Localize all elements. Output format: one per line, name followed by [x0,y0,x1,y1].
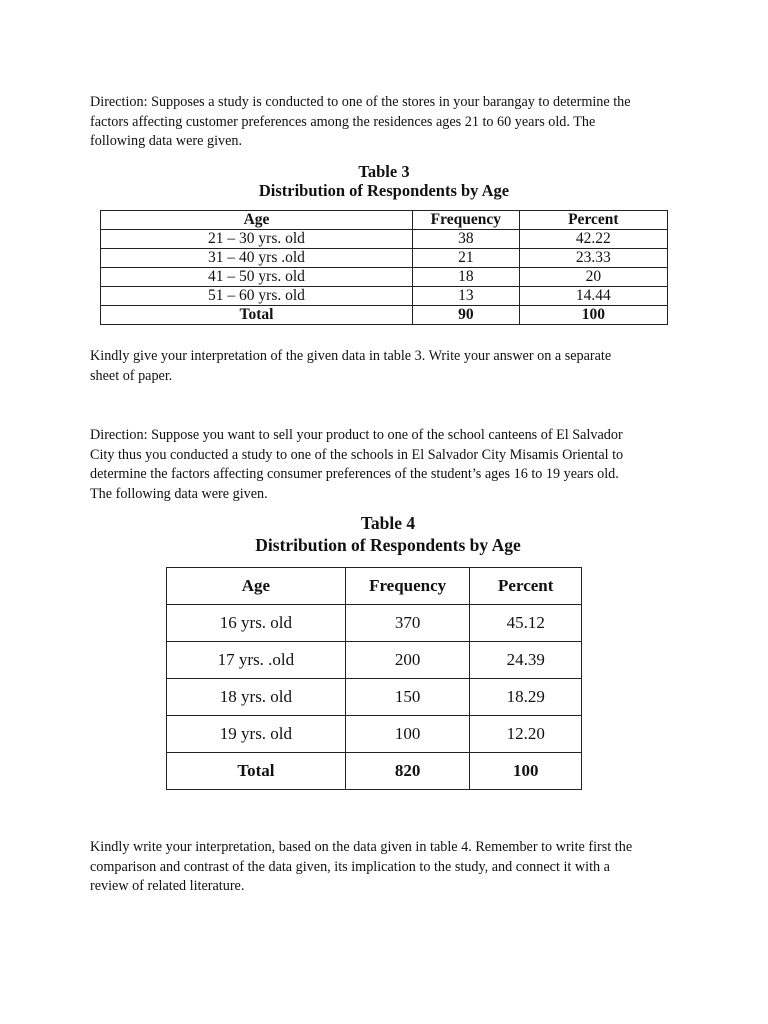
table-3 [100,210,668,325]
header-age: Age [167,568,346,605]
table-4-title: Table 4 [360,513,416,533]
header-percent: Percent [519,211,667,230]
cell-age: 31 – 40 yrs .old [101,249,413,268]
cell-age: 18 yrs. old [167,679,346,716]
table-4 [166,567,582,790]
table-row [167,605,582,642]
cell-percent: 20 [519,268,667,287]
cell-percent: 18.29 [470,679,582,716]
cell-percent: 12.20 [470,716,582,753]
table-4-subtitle: Distribution of Respondents by Age [255,535,521,555]
cell-total-label: Total [167,753,346,790]
table-row [167,679,582,716]
cell-frequency: 370 [345,605,470,642]
cell-age: 19 yrs. old [167,716,346,753]
cell-percent: 14.44 [519,287,667,306]
table-row [101,230,668,249]
cell-age: 17 yrs. .old [167,642,346,679]
table-4-caption [166,512,610,556]
direction-paragraph-2: Direction: Suppose you want to sell your product to one of the school canteens of El Salvador City thus you conducted a study to one of the schools in El Salvador City Misamis Oriental to determine the factors affecting consumer preferences of the student’s ages 16 to 19 years old. The following data were given. [90,427,624,502]
header-frequency: Frequency [345,568,470,605]
cell-percent: 23.33 [519,249,667,268]
cell-frequency: 200 [345,642,470,679]
cell-total-label: Total [101,306,413,325]
header-percent: Percent [470,568,582,605]
cell-total-percent: 100 [519,306,667,325]
table-row [101,268,668,287]
table-3-title: Table 3 [358,162,410,181]
cell-percent: 24.39 [470,642,582,679]
direction-paragraph-1: Direction: Supposes a study is conducted to one of the stores in your barangay to determine the factors affecting customer preferences among the residences ages 21 to 60 years old. The following data were given. [90,94,631,149]
cell-frequency: 21 [412,249,519,268]
cell-frequency: 150 [345,679,470,716]
table-4-header-row [167,568,582,605]
cell-age: 16 yrs. old [167,605,346,642]
cell-frequency: 38 [412,230,519,249]
cell-total-frequency: 820 [345,753,470,790]
table-3-subtitle: Distribution of Respondents by Age [258,181,510,200]
cell-age: 21 – 30 yrs. old [101,230,413,249]
instruction-paragraph-2: Kindly write your interpretation, based on the data given in table 4. Remember to write first the comparison and contrast of the data given, its implication to the study, and connect it with a review of related literature. [90,839,633,894]
table-row [101,249,668,268]
table-total-row [101,306,668,325]
cell-total-percent: 100 [470,753,582,790]
cell-frequency: 100 [345,716,470,753]
cell-age: 41 – 50 yrs. old [101,268,413,287]
cell-frequency: 13 [412,287,519,306]
header-age: Age [101,211,413,230]
table-total-row [167,753,582,790]
cell-frequency: 18 [412,268,519,287]
instruction-paragraph-1: Kindly give your interpretation of the given data in table 3. Write your answer on a separate sheet of paper. [90,348,612,384]
table-row [167,642,582,679]
table-3-caption [100,162,668,200]
table-3-header-row [101,211,668,230]
cell-age: 51 – 60 yrs. old [101,287,413,306]
header-frequency: Frequency [412,211,519,230]
cell-percent: 42.22 [519,230,667,249]
cell-percent: 45.12 [470,605,582,642]
table-row [167,716,582,753]
cell-total-frequency: 90 [412,306,519,325]
table-row [101,287,668,306]
